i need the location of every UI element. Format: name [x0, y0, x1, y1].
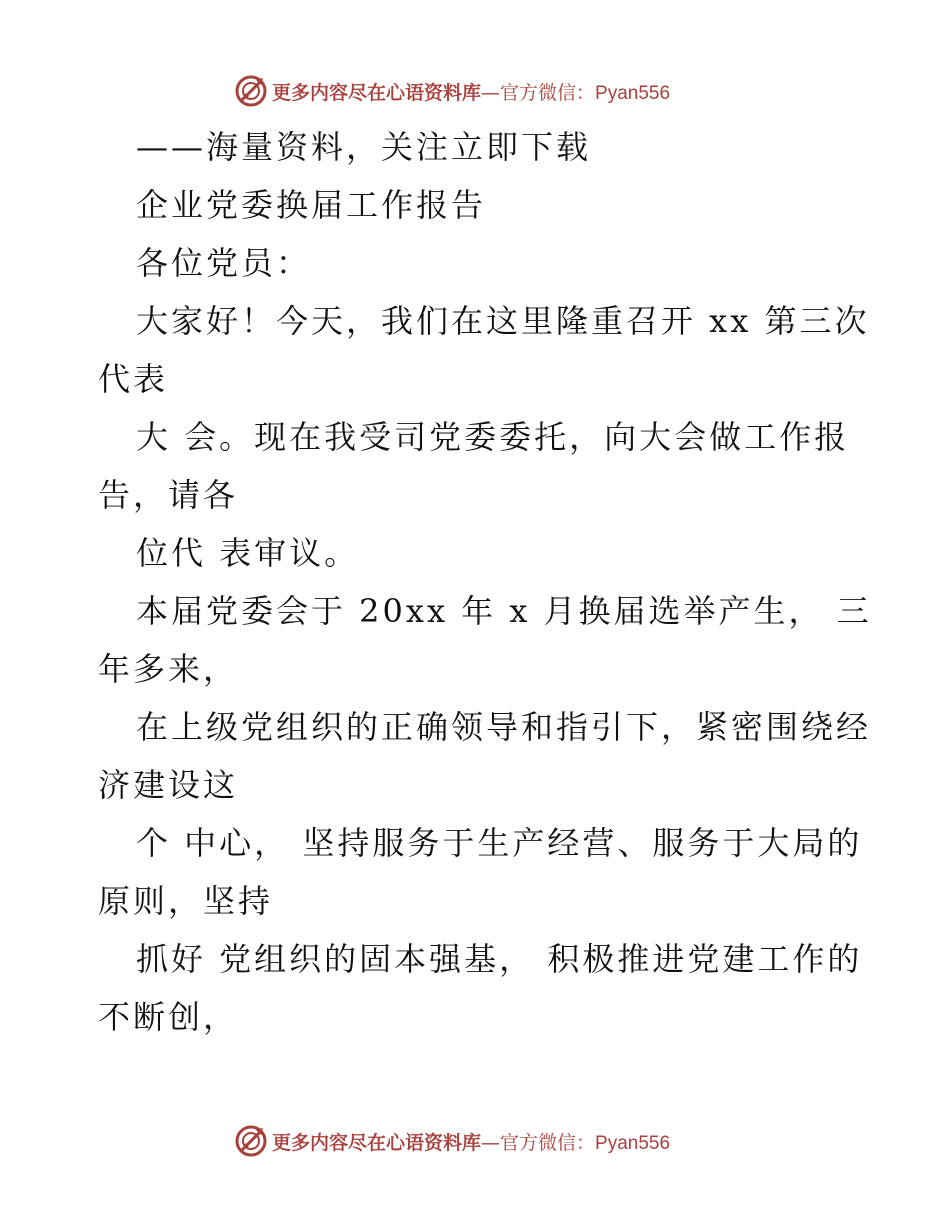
document-line: 年多来， [98, 650, 239, 688]
footer-banner-text [272, 1128, 670, 1155]
header-separator: — [481, 81, 501, 104]
document-line: 大 会。现在我受司党委委托，向大会做工作报 [136, 418, 850, 456]
document-line: 告，请各 [98, 476, 239, 514]
document-line: 代表 [98, 360, 169, 398]
footer-wechat-id: Pyan556 [595, 1132, 671, 1154]
document-line: 各位党员： [136, 244, 312, 282]
header-banner [234, 72, 670, 110]
header-site-text: 更多内容尽在心语资料库 [272, 81, 482, 104]
header-wechat-id: Pyan556 [595, 82, 671, 104]
document-line: 位代 表审议。 [136, 534, 360, 572]
document-title: 企业党委换届工作报告 [136, 186, 487, 224]
footer-wechat-label: 官方微信： [500, 1131, 596, 1154]
document-line: 不断创， [98, 998, 239, 1036]
document-line: 个 中心， 坚持服务于生产经营、服务于大局的 [136, 824, 863, 862]
brand-logo-icon [234, 74, 268, 108]
document-line: 济建设这 [98, 766, 239, 804]
brand-logo-icon [234, 1124, 268, 1158]
footer-site-text: 更多内容尽在心语资料库 [272, 1131, 482, 1154]
document-line: 在上级党组织的正确领导和指引下，紧密围绕经 [136, 708, 872, 746]
footer-banner [234, 1122, 670, 1160]
footer-separator: — [481, 1131, 501, 1154]
header-wechat-label: 官方微信： [500, 81, 596, 104]
header-banner-text [272, 78, 670, 105]
document-line: 大家好！今天，我们在这里隆重召开 xx 第三次 [136, 302, 870, 340]
document-body [98, 118, 872, 1046]
document-line: 本届党委会于 20xx 年 x 月换届选举产生， 三 [136, 592, 872, 630]
document-line: 抓好 党组织的固本强基， 积极推进党建工作的 [136, 940, 863, 978]
document-line: ——海量资料，关注立即下载 [136, 128, 592, 166]
document-line: 原则，坚持 [98, 882, 274, 920]
